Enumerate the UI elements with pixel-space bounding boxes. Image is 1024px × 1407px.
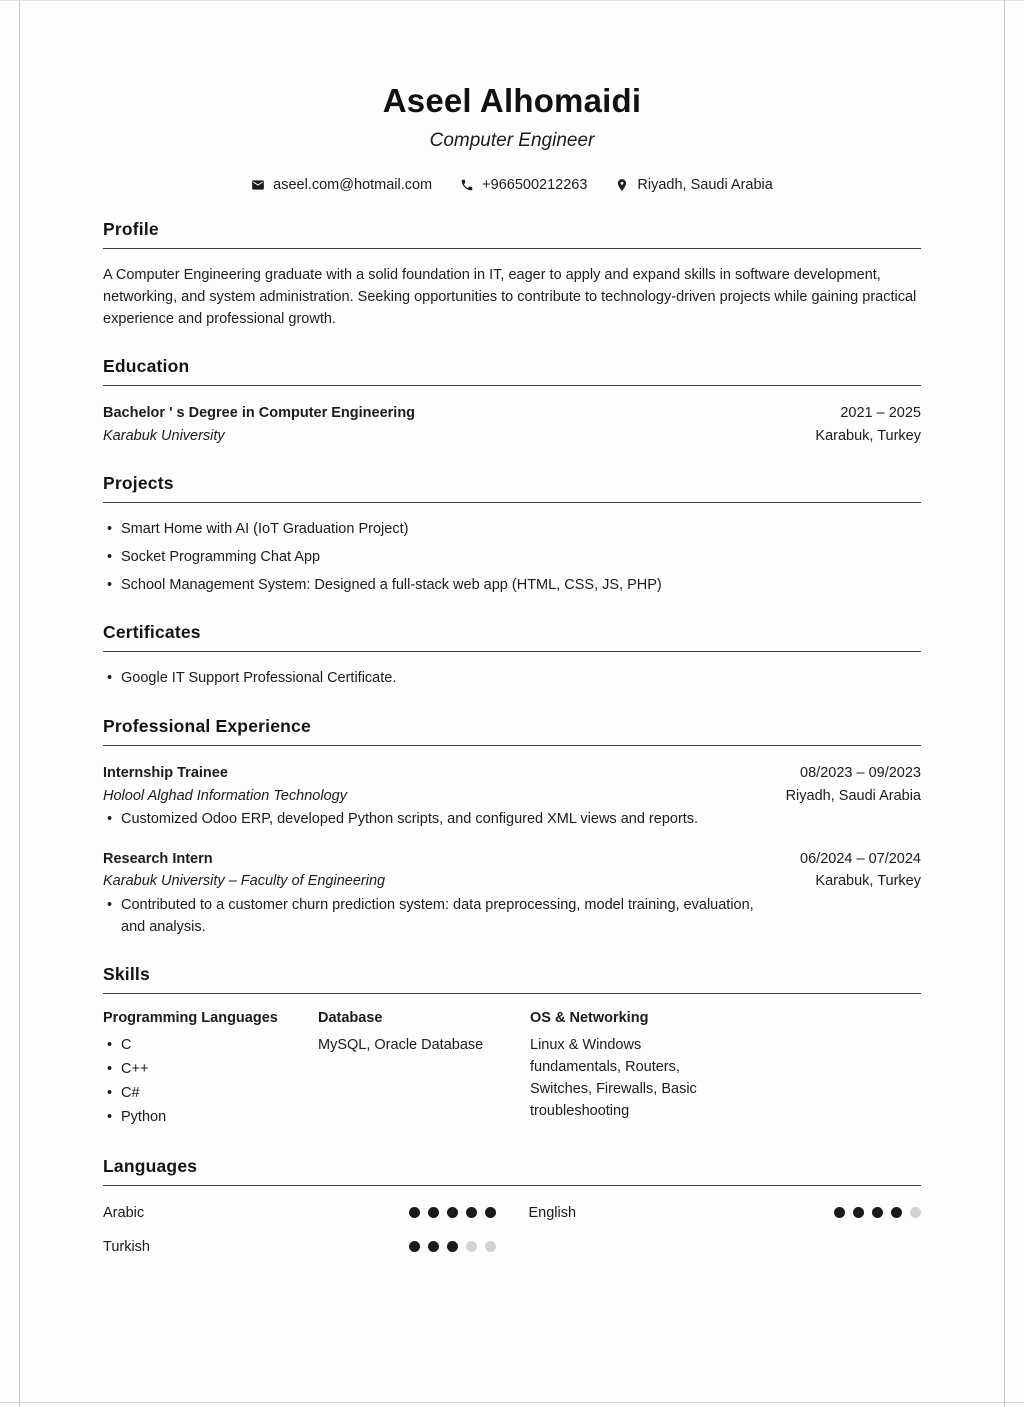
certificates-list xyxy=(103,668,921,690)
skill-item: • C++ xyxy=(103,1059,318,1081)
skills-col-os-networking xyxy=(530,1010,730,1130)
skills-col-title: Programming Languages xyxy=(103,1010,278,1027)
level-dot-filled xyxy=(466,1207,477,1218)
degree-title: Bachelor ' s Degree in Computer Engineering xyxy=(103,405,416,422)
languages-grid xyxy=(103,1202,921,1257)
skills-col-database xyxy=(318,1010,530,1130)
map-pin-icon xyxy=(615,178,629,192)
skills-text: MySQL, Oracle Database xyxy=(318,1037,484,1054)
job-title: Computer Engineer xyxy=(429,130,595,151)
level-dot-empty xyxy=(485,1241,496,1252)
skills-col-programming xyxy=(103,1010,318,1130)
skills-col-title: Database xyxy=(318,1010,383,1027)
experience-location: Riyadh, Saudi Arabia xyxy=(785,787,921,804)
experience-bullet: • Customized Odoo ERP, developed Python scripts, and configured XML views and reports. xyxy=(103,809,921,831)
experience-entry xyxy=(103,848,921,938)
email-text: aseel.com@hotmail.com xyxy=(273,177,433,193)
project-item: • School Management System: Designed a full-stack web app (HTML, CSS, JS, PHP) xyxy=(103,575,921,597)
profile-summary: A Computer Engineering graduate with a solid foundation in IT, eager to apply and expand skills in software development, networking, and system administration. Seeking opportunities to contribute to technology-driven projects while gaining practical experience and professional growth. xyxy=(103,267,917,327)
experience-dates: 06/2024 – 07/2024 xyxy=(800,850,921,867)
education-row-2 xyxy=(103,425,921,447)
section-projects xyxy=(103,473,921,596)
person-name: Aseel Alhomaidi xyxy=(382,82,642,119)
level-dot-filled xyxy=(872,1207,883,1218)
section-certificates xyxy=(103,622,921,690)
section-experience xyxy=(103,716,921,938)
language-row-turkish xyxy=(103,1236,496,1257)
language-row-empty xyxy=(529,1236,922,1257)
location-text: Riyadh, Saudi Arabia xyxy=(637,177,773,193)
certificate-item: • Google IT Support Professional Certificate. xyxy=(103,668,921,690)
level-dot-filled xyxy=(891,1207,902,1218)
skills-columns xyxy=(103,1010,921,1130)
experience-bullets xyxy=(103,809,921,831)
language-row-arabic xyxy=(103,1202,496,1223)
contact-location xyxy=(615,177,772,193)
section-heading-skills: Skills xyxy=(103,964,150,985)
projects-list xyxy=(103,519,921,596)
section-rule xyxy=(103,993,921,994)
section-heading-certificates: Certificates xyxy=(103,622,201,643)
experience-bullets xyxy=(103,895,763,939)
level-dot-filled xyxy=(853,1207,864,1218)
level-dot-filled xyxy=(428,1241,439,1252)
experience-company: Holool Alghad Information Technology xyxy=(103,787,347,804)
envelope-icon xyxy=(251,178,265,192)
section-skills xyxy=(103,964,921,1130)
phone-icon xyxy=(460,178,474,192)
experience-role: Research Intern xyxy=(103,850,213,867)
experience-company-row xyxy=(103,870,921,892)
project-item: • Socket Programming Chat App xyxy=(103,547,921,569)
experience-dates: 08/2023 – 09/2023 xyxy=(800,765,921,782)
skill-item: • Python xyxy=(103,1107,318,1129)
level-dot-filled xyxy=(409,1207,420,1218)
section-heading-education: Education xyxy=(103,356,190,377)
language-level-dots xyxy=(834,1207,921,1218)
language-name: English xyxy=(528,1204,577,1221)
level-dot-filled xyxy=(447,1241,458,1252)
section-heading-profile: Profile xyxy=(103,219,159,239)
section-rule xyxy=(103,385,921,386)
section-heading-projects: Projects xyxy=(103,473,174,494)
skill-item: • C# xyxy=(103,1083,318,1105)
section-rule xyxy=(103,651,921,652)
language-level-dots xyxy=(409,1207,496,1218)
school-name: Karabuk University xyxy=(103,427,225,444)
contact-email xyxy=(251,177,432,193)
level-dot-filled xyxy=(409,1241,420,1252)
experience-location: Karabuk, Turkey xyxy=(815,873,921,890)
level-dot-filled xyxy=(428,1207,439,1218)
experience-entry xyxy=(103,762,921,831)
experience-role-row xyxy=(103,848,921,870)
section-rule xyxy=(103,502,921,503)
experience-company: Karabuk University – Faculty of Engineering xyxy=(103,873,386,890)
section-heading-languages: Languages xyxy=(103,1156,198,1177)
level-dot-empty xyxy=(910,1207,921,1218)
section-languages xyxy=(103,1156,921,1257)
experience-role-row xyxy=(103,762,921,784)
level-dot-filled xyxy=(485,1207,496,1218)
experience-bullet: • Contributed to a customer churn prediction system: data preprocessing, model training, evaluation, and analysis. xyxy=(103,895,763,939)
level-dot-filled xyxy=(834,1207,845,1218)
skills-col-title: OS & Networking xyxy=(530,1010,649,1027)
section-rule xyxy=(103,745,921,746)
language-row-english xyxy=(529,1202,922,1223)
experience-company-row xyxy=(103,785,921,807)
skills-list xyxy=(103,1035,318,1128)
language-level-dots xyxy=(409,1241,496,1252)
skill-item: • C xyxy=(103,1035,318,1057)
contact-row xyxy=(103,177,921,193)
section-profile xyxy=(103,219,921,330)
project-item: • Smart Home with AI (IoT Graduation Project) xyxy=(103,519,921,541)
skills-text: Linux & Windows fundamentals, Routers, Switches, Firewalls, Basic troubleshooting xyxy=(530,1037,697,1119)
language-name: Turkish xyxy=(103,1238,150,1255)
section-heading-experience: Professional Experience xyxy=(103,716,311,737)
experience-role: Internship Trainee xyxy=(103,765,228,782)
section-rule xyxy=(103,1185,921,1186)
phone-text: +966500212263 xyxy=(482,177,588,193)
level-dot-filled xyxy=(447,1207,458,1218)
level-dot-empty xyxy=(466,1241,477,1252)
education-location: Karabuk, Turkey xyxy=(815,427,921,444)
contact-phone xyxy=(460,177,587,193)
section-education xyxy=(103,356,921,447)
section-rule xyxy=(103,248,921,249)
language-name: Arabic xyxy=(103,1204,145,1221)
education-dates: 2021 – 2025 xyxy=(840,405,921,422)
education-row-1 xyxy=(103,402,921,424)
